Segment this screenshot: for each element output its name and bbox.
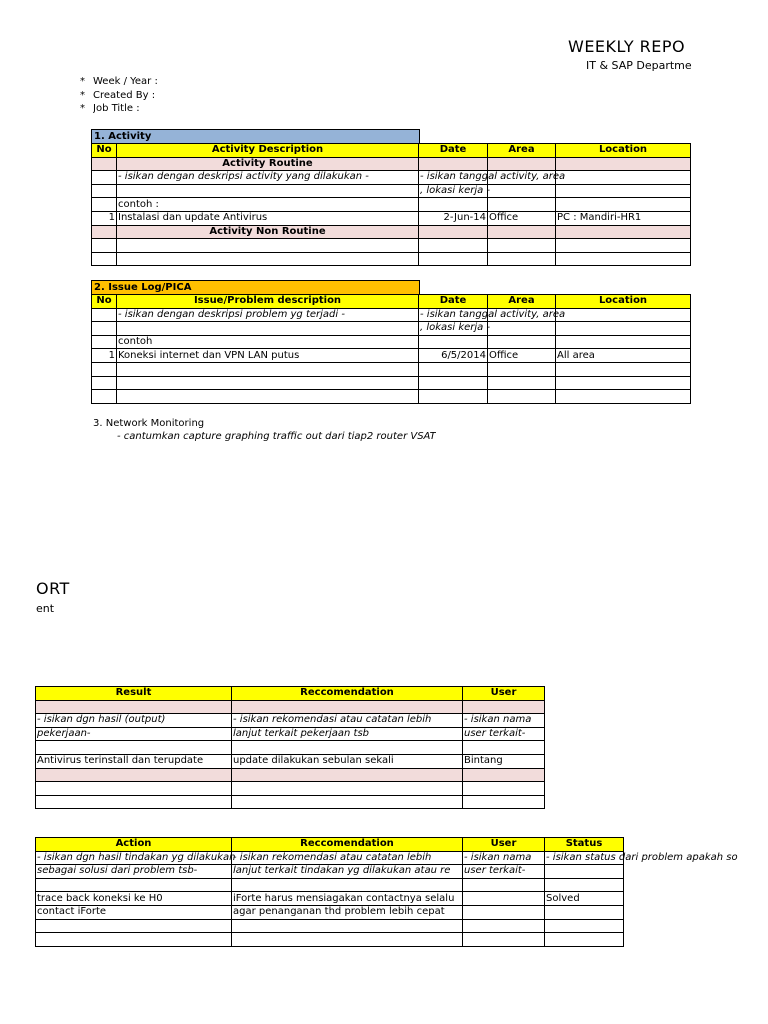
row-location: PC : Mandiri-HR1 [556,211,691,225]
issue-section-header: 2. Issue Log/PICA [91,280,420,295]
col-action: Action [36,838,232,852]
col-recommendation: Reccomendation [232,687,463,701]
job-title-label: Job Title : [93,103,140,114]
table-row [36,727,545,741]
table-row [92,171,691,185]
table-row [36,768,545,782]
created-by-label: Created By : [93,90,156,101]
table-row [36,700,545,714]
row-user [463,892,545,906]
issue-table [91,294,691,404]
hint-user: - isikan nama [463,851,545,865]
table-row [92,335,691,349]
table-row [36,851,624,865]
row-description: Instalasi dan update Antivirus [117,211,419,225]
row-area: Office [488,349,556,363]
hint-status: - isikan status dari problem apakah so [546,851,738,863]
hint-result: - isikan dgn hasil (output) [36,714,232,728]
hint-location: , lokasi kerja - [420,185,491,197]
row-area: Office [488,211,556,225]
row-status: Solved [545,892,624,906]
col-date: Date [419,144,488,158]
col-recommendation: Reccomendation [232,838,463,852]
row-date: 2-Jun-14 [419,211,488,225]
row-action: contact iForte [36,905,232,919]
table-row [36,754,545,768]
table-header-row [36,687,545,701]
table-row [92,390,691,404]
table-row [92,376,691,390]
col-no: No [92,144,117,158]
table-row [92,252,691,266]
hint-recommendation: - isikan rekomendasi atau catatan lebih [232,851,463,865]
meta-bullet: * [80,103,85,114]
hint-action: - isikan dgn hasil tindakan yg dilakukan [37,851,236,863]
table-row [92,322,691,336]
hint-recommendation: - isikan rekomendasi atau catatan lebih [232,714,463,728]
col-result: Result [36,687,232,701]
hint-user: - isikan nama [463,714,545,728]
report-title-continued: ORT [36,579,70,598]
action-table [35,837,738,947]
table-header-row [92,144,691,158]
col-location: Location [556,295,691,309]
hint-recommendation: lanjut terkait tindakan yg dilakukan atau re [232,865,463,879]
activity-section-header: 1. Activity [91,129,420,144]
row-date: 6/5/2014 [419,349,488,363]
table-row [92,239,691,253]
table-row [92,184,691,198]
row-no: 1 [92,211,117,225]
row-recommendation: iForte harus mensiagakan contactnya selalu [232,892,463,906]
row-status [545,905,624,919]
table-row [36,892,624,906]
contoh-label: contoh [117,335,419,349]
week-year-label: Week / Year : [93,76,158,87]
row-location: All area [556,349,691,363]
hint-recommendation: lanjut terkait pekerjaan tsb [232,727,463,741]
row-recommendation: update dilakukan sebulan sekali [232,754,463,768]
result-table [35,686,545,809]
row-recommendation: agar penanganan thd problem lebih cepat [232,905,463,919]
routine-label: Activity Routine [117,157,419,171]
table-row [36,878,624,892]
table-row [36,741,545,755]
table-row [36,795,545,809]
hint-user: user terkait- [463,865,545,879]
table-row [92,157,691,171]
meta-bullet: * [80,90,85,101]
contoh-label: contoh : [117,198,419,212]
hint-result: pekerjaan- [36,727,232,741]
table-row [92,349,691,363]
table-row [92,308,691,322]
table-row [92,225,691,239]
hint-date: - isikan tanggal activity, area [420,171,566,183]
table-header-row [36,838,624,852]
report-title: WEEKLY REPO [568,37,686,56]
row-description: Koneksi internet dan VPN LAN putus [117,349,419,363]
row-user [463,905,545,919]
network-monitoring-title: 3. Network Monitoring [93,418,205,429]
network-monitoring-hint: - cantumkan capture graphing traffic out dari tiap2 router VSAT [117,431,436,442]
activity-table [91,143,691,266]
table-row [36,714,545,728]
col-location: Location [556,144,691,158]
col-area: Area [488,295,556,309]
table-row [92,211,691,225]
col-area: Area [488,144,556,158]
table-row [92,198,691,212]
table-row [36,782,545,796]
hint-user: user terkait- [463,727,545,741]
col-description: Activity Description [117,144,419,158]
hint-description: - isikan dengan deskripsi activity yang dilakukan - [117,171,419,185]
col-date: Date [419,295,488,309]
table-row [36,919,624,933]
col-status: Status [545,838,624,852]
table-row [36,905,624,919]
table-header-row [92,295,691,309]
col-user: User [463,687,545,701]
col-description: Issue/Problem description [117,295,419,309]
hint-action: sebagai solusi dari problem tsb- [36,865,232,879]
department-continued: ent [36,602,55,615]
table-row [92,362,691,376]
meta-bullet: * [80,76,85,87]
hint-location: , lokasi kerja - [420,322,491,334]
col-no: No [92,295,117,309]
hint-description: - isikan dengan deskripsi problem yg terjadi - [117,308,419,322]
col-user: User [463,838,545,852]
table-row [36,865,624,879]
hint-date: - isikan tanggal activity, area [420,308,566,320]
row-user: Bintang [463,754,545,768]
row-result: Antivirus terinstall dan terupdate [36,754,232,768]
row-action: trace back koneksi ke H0 [36,892,232,906]
department-label: IT & SAP Departme [586,59,692,72]
row-no: 1 [92,349,117,363]
nonroutine-label: Activity Non Routine [117,225,419,239]
table-row [36,933,624,947]
